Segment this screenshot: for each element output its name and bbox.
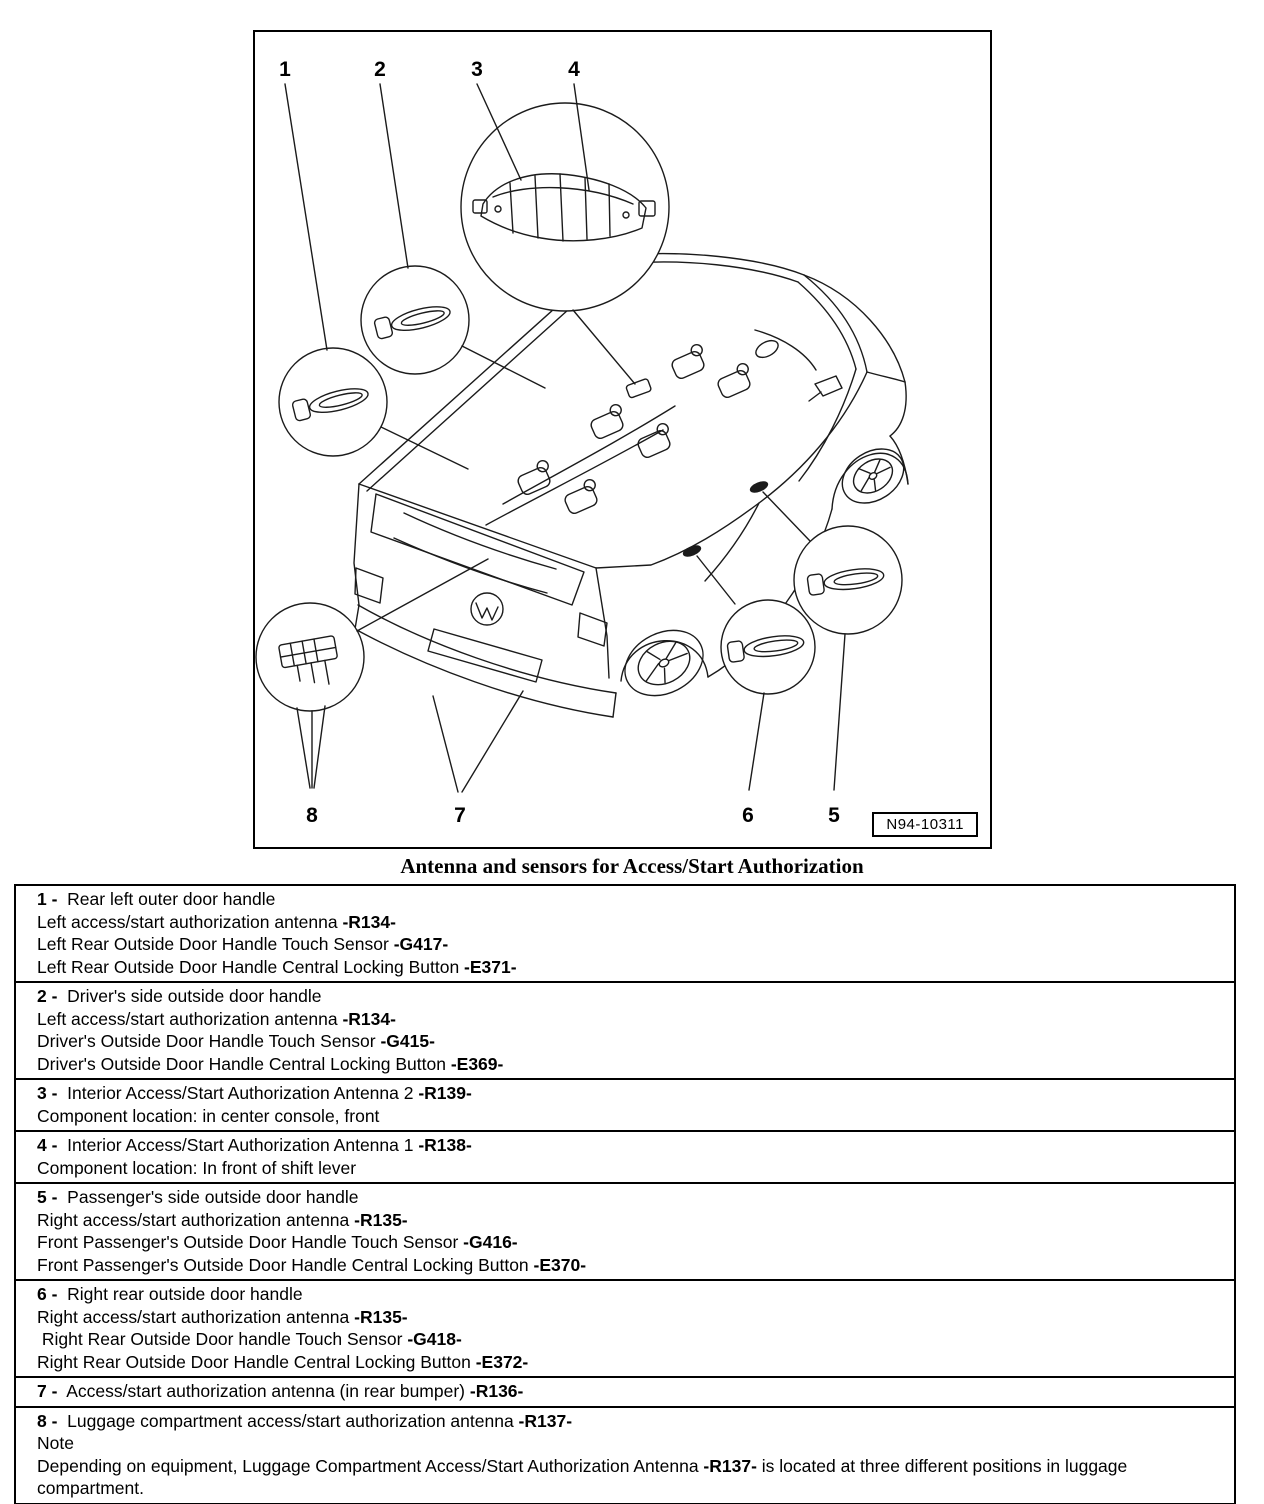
legend-line: Driver's Outside Door Handle Touch Sensor -G415- [37, 1031, 435, 1051]
legend-item-2 [16, 981, 1234, 1078]
figure-panel [253, 30, 992, 849]
callout-number-7: 7 [454, 804, 466, 827]
callout-circle-interior-antennas [461, 103, 669, 311]
legend-line: Note [37, 1433, 74, 1453]
callout-circle-driver-door-handle [361, 266, 469, 374]
legend-line: Driver's Outside Door Handle Central Locking Button -E369- [37, 1053, 504, 1074]
legend-line: 2 - Driver's side outside door handle [37, 986, 322, 1006]
legend-line: Front Passenger's Outside Door Handle Touch Sensor -G416- [37, 1232, 518, 1252]
legend-line: 4 - Interior Access/Start Authorization Antenna 1 -R138- [37, 1135, 472, 1155]
legend-line: 3 - Interior Access/Start Authorization Antenna 2 -R139- [37, 1083, 472, 1103]
legend-line: Component location: In front of shift lever [37, 1157, 357, 1178]
legend-line: Front Passenger's Outside Door Handle Central Locking Button -E370- [37, 1254, 587, 1275]
callout-circle-rear-left-door-handle [279, 348, 387, 456]
legend-line: Right Rear Outside Door Handle Central Locking Button -E372- [37, 1351, 529, 1372]
legend-line: Depending on equipment, Luggage Compartment Access/Start Authorization Antenna -R137- is located at three different positions in luggage compartment. [37, 1455, 1133, 1498]
callout-circle-passenger-door-handle [794, 526, 902, 634]
legend-line: Left access/start authorization antenna -R134- [37, 1008, 396, 1029]
legend-line: Left access/start authorization antenna -R134- [37, 911, 396, 932]
callout-circle-luggage-antenna [256, 603, 364, 711]
legend-item-7 [16, 1376, 1234, 1406]
legend-line: Right access/start authorization antenna -R135- [37, 1209, 408, 1230]
figure-caption: Antenna and sensors for Access/Start Authorization [400, 854, 864, 878]
callout-number-8: 8 [306, 804, 318, 827]
legend-line: 5 - Passenger's side outside door handle [37, 1187, 359, 1207]
figure-ref-label: N94-10311 [872, 812, 978, 837]
legend-item-8 [16, 1406, 1234, 1503]
legend-line: 1 - Rear left outer door handle [37, 889, 276, 909]
legend-line: Right Rear Outside Door handle Touch Sensor -G418- [37, 1329, 462, 1349]
legend-line: Left Rear Outside Door Handle Central Locking Button -E371- [37, 956, 517, 977]
legend-line: 8 - Luggage compartment access/start authorization antenna -R137- [37, 1410, 573, 1431]
callout-number-6: 6 [742, 804, 754, 827]
callout-number-4: 4 [568, 58, 580, 81]
callout-number-5: 5 [828, 804, 840, 827]
legend-line: 6 - Right rear outside door handle [37, 1284, 303, 1304]
legend-line: Right access/start authorization antenna -R135- [37, 1306, 408, 1327]
legend-line: Component location: in center console, front [37, 1105, 380, 1126]
callout-number-2: 2 [374, 58, 386, 81]
legend-item-6 [16, 1279, 1234, 1376]
legend-item-5 [16, 1182, 1234, 1279]
legend-item-4 [16, 1130, 1234, 1182]
legend-item-1 [16, 886, 1234, 981]
callout-number-3: 3 [471, 58, 483, 81]
legend-item-3 [16, 1078, 1234, 1130]
legend-table [14, 884, 1236, 1504]
car-diagram-svg [255, 32, 990, 847]
callout-number-1: 1 [279, 58, 291, 81]
legend-line: 7 - Access/start authorization antenna (in rear bumper) -R136- [37, 1381, 524, 1401]
legend-line: Left Rear Outside Door Handle Touch Sensor -G417- [37, 934, 449, 954]
